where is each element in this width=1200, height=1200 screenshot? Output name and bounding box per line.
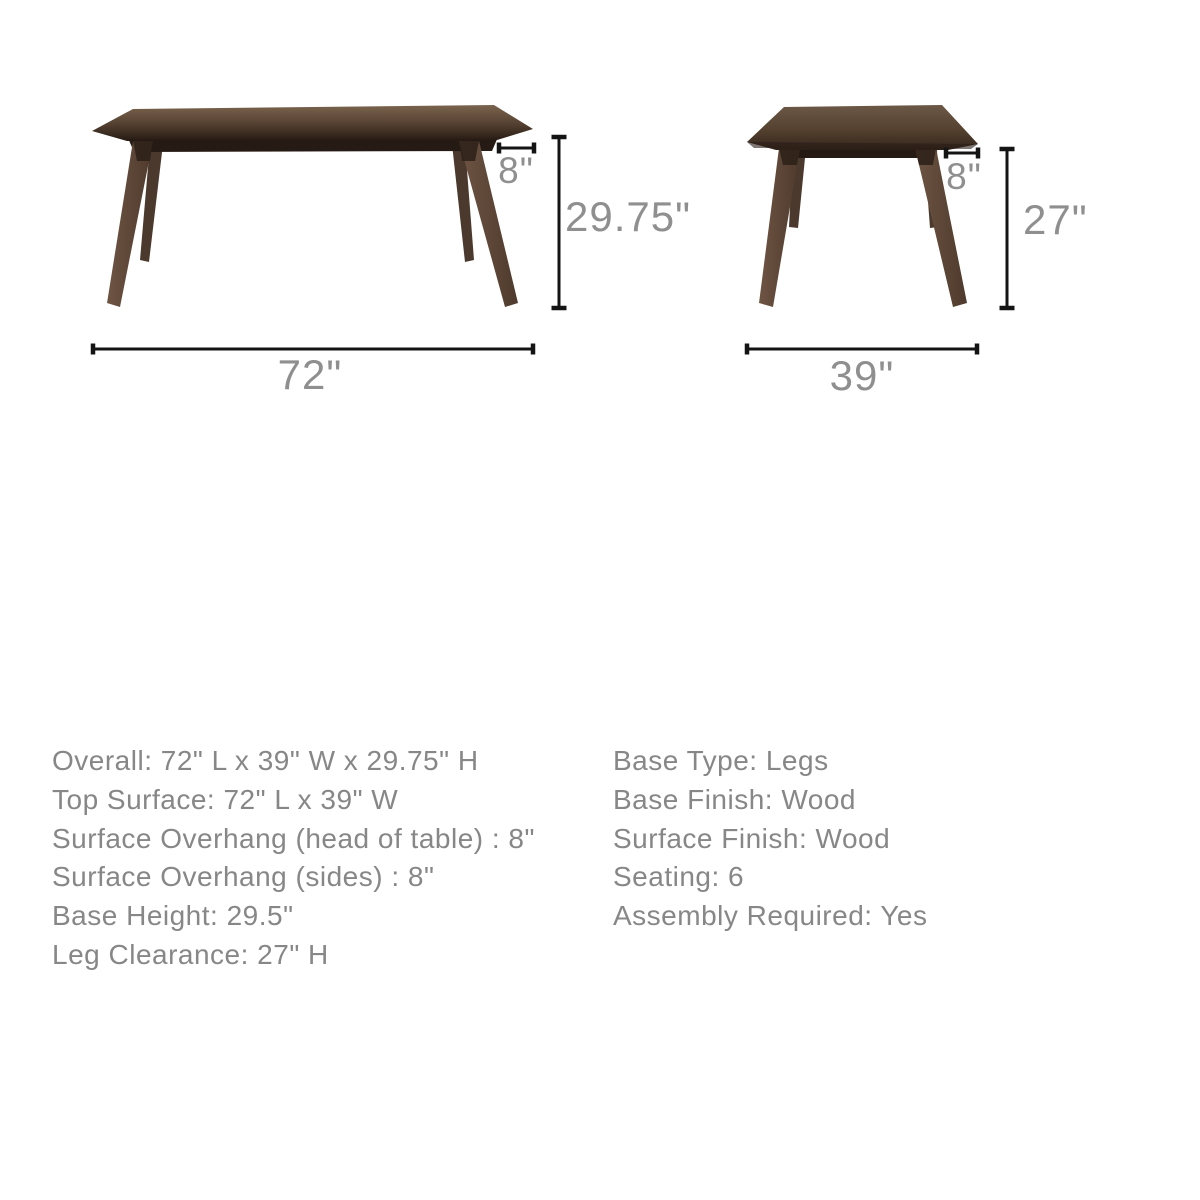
spec-overhang-head: Surface Overhang (head of table) : 8" xyxy=(52,822,535,854)
spec-surface-finish: Surface Finish: Wood xyxy=(613,822,891,854)
side-width-label: 39" xyxy=(829,352,895,399)
spec-column-right xyxy=(613,742,928,936)
side-height-label: 27" xyxy=(1023,196,1088,243)
spec-base-finish: Base Finish: Wood xyxy=(613,783,856,815)
front-view-table-illustration xyxy=(92,105,533,307)
side-view-table-illustration xyxy=(747,105,978,307)
spec-base-height: Base Height: 29.5" xyxy=(52,900,294,932)
front-overhang-label: 8" xyxy=(498,150,534,191)
spec-top-surface: Top Surface: 72" L x 39" W xyxy=(52,783,399,815)
front-width-label: 72" xyxy=(277,351,343,398)
front-tabletop xyxy=(92,105,533,141)
spec-overall: Overall: 72" L x 39" W x 29.75" H xyxy=(52,745,479,776)
spec-leg-clearance: Leg Clearance: 27" H xyxy=(52,938,329,970)
spec-seating: Seating: 6 xyxy=(613,861,745,893)
side-overhang-label: 8" xyxy=(946,156,982,197)
front-height-label: 29.75" xyxy=(565,193,692,240)
spec-assembly-required: Assembly Required: Yes xyxy=(613,900,928,932)
side-right-leg-joint xyxy=(915,148,936,165)
spec-column-left xyxy=(52,742,535,975)
spec-overhang-sides: Surface Overhang (sides) : 8" xyxy=(52,861,435,893)
spec-base-type: Base Type: Legs xyxy=(613,745,829,776)
